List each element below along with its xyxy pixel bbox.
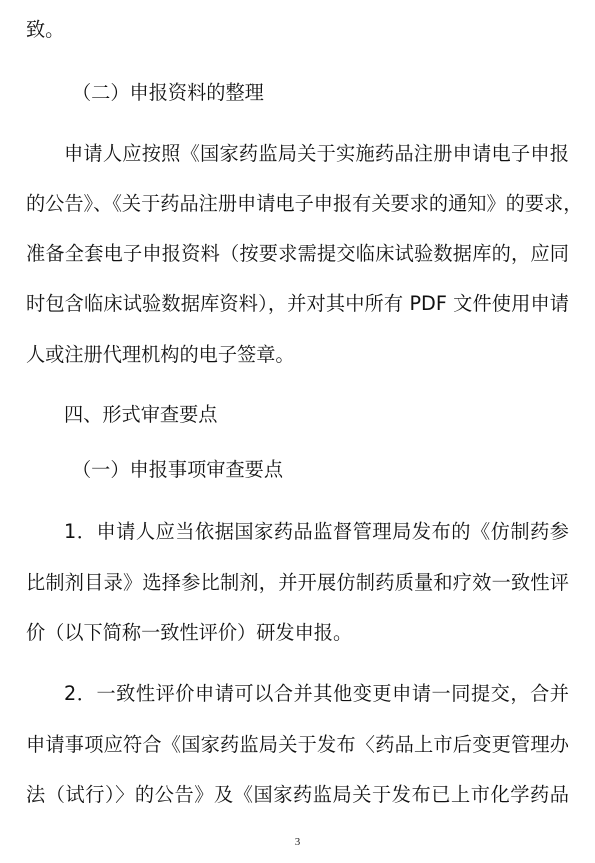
text-line-3: 申请人应按照《国家药监局关于实施药品注册申请电子申报 bbox=[64, 142, 569, 165]
text-line-15: 法（试行）〉的公告》及《国家药监局关于发布已上市化学药品 bbox=[26, 783, 569, 806]
section-heading-4-1: （一）申报事项审查要点 bbox=[72, 458, 284, 481]
text-line-10: 1．申请人应当依据国家药品监督管理局发布的《仿制药参 bbox=[64, 520, 569, 543]
text-line-5: 准备全套电子申报资料（按要求需提交临床试验数据库的，应同 bbox=[26, 242, 569, 265]
text-line-6: 时包含临床试验数据库资料），并对其中所有 PDF 文件使用申请 bbox=[26, 292, 569, 315]
text-line-11: 比制剂目录》选择参比制剂，并开展仿制药质量和疗效一致性评 bbox=[26, 571, 569, 594]
text-line-12: 价（以下简称一致性评价）研发申报。 bbox=[26, 621, 353, 644]
text-line-4: 的公告》、《关于药品注册申请电子申报有关要求的通知》的要求， bbox=[26, 192, 583, 215]
text-line-14: 申请事项应符合《国家药监局关于发布〈药品上市后变更管理办 bbox=[26, 733, 569, 756]
section-heading-2: （二）申报资料的整理 bbox=[72, 81, 264, 104]
text-line-13: 2．一致性评价申请可以合并其他变更申请一同提交，合并 bbox=[64, 682, 569, 705]
text-line-1: 致。 bbox=[26, 18, 65, 41]
page-number: 3 bbox=[294, 836, 301, 848]
section-heading-4: 四、形式审查要点 bbox=[64, 403, 218, 426]
text-line-7: 人或注册代理机构的电子签章。 bbox=[26, 343, 295, 366]
